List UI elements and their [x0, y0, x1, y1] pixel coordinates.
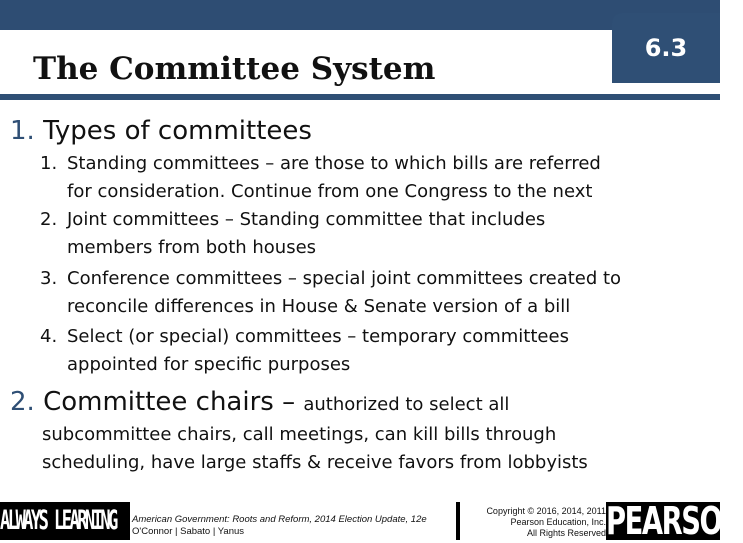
- citation-authors: O'Connor | Sabato | Yanus: [132, 526, 245, 537]
- subitem-text-line1: Conference committees – special joint committees created to: [67, 268, 622, 289]
- subitem-number: 3.: [40, 268, 58, 289]
- list-item-committee-chairs: [10, 387, 509, 417]
- slide-title: The Committee System: [33, 51, 436, 87]
- subitem-number: 2.: [40, 209, 58, 230]
- subitem-text-line2: members from both houses: [67, 237, 317, 258]
- subitem-text-line1: Select (or special) committees – temporary committees: [67, 326, 569, 347]
- subitem-number: 4.: [40, 326, 58, 347]
- copyright-line3: All Rights Reserved: [526, 528, 606, 538]
- citation-title: American Government: Roots and Reform, 2014 Election Update, 12e: [132, 514, 427, 525]
- copyright-line1: Copyright © 2016, 2014, 2011: [486, 506, 606, 516]
- item-heading-tail: authorized to select all: [303, 394, 510, 415]
- committee-chairs-continuation: [42, 421, 588, 477]
- section-number-tab: 6.3: [612, 13, 720, 83]
- copyright-box: [460, 502, 606, 540]
- list-item-types-of-committees: [10, 116, 312, 146]
- subitem-conference-committees: [40, 265, 621, 321]
- subitem-text-line2: for consideration. Continue from one Congress to the next: [67, 181, 593, 202]
- subitem-select-committees: [40, 323, 569, 379]
- item-heading: Types of committees: [43, 116, 312, 146]
- always-learning-logo: ALWAYS LEARNING: [0, 505, 116, 536]
- subitem-text-line2: appointed for specific purposes: [67, 354, 351, 375]
- title-divider: [0, 94, 720, 100]
- item-number: 1.: [10, 116, 35, 146]
- continuation-line2: scheduling, have large staffs & receive favors from lobbyists: [42, 452, 588, 473]
- subitem-joint-committees: [40, 206, 545, 262]
- continuation-line1: subcommittee chairs, call meetings, can kill bills through: [42, 424, 557, 445]
- item-heading: Committee chairs –: [43, 387, 296, 417]
- subitem-text-line1: Standing committees – are those to which bills are referred: [67, 153, 601, 174]
- subitem-number: 1.: [40, 153, 58, 174]
- subitem-text-line2: reconcile differences in House & Senate version of a bill: [67, 296, 571, 317]
- copyright-line2: Pearson Education, Inc.: [510, 517, 606, 527]
- item-number: 2.: [10, 387, 35, 417]
- citation-box: [130, 502, 456, 540]
- subitem-text-line1: Joint committees – Standing committee that includes: [67, 209, 546, 230]
- subitem-standing-committees: [40, 150, 601, 206]
- pearson-logo: PEARSON: [606, 499, 743, 543]
